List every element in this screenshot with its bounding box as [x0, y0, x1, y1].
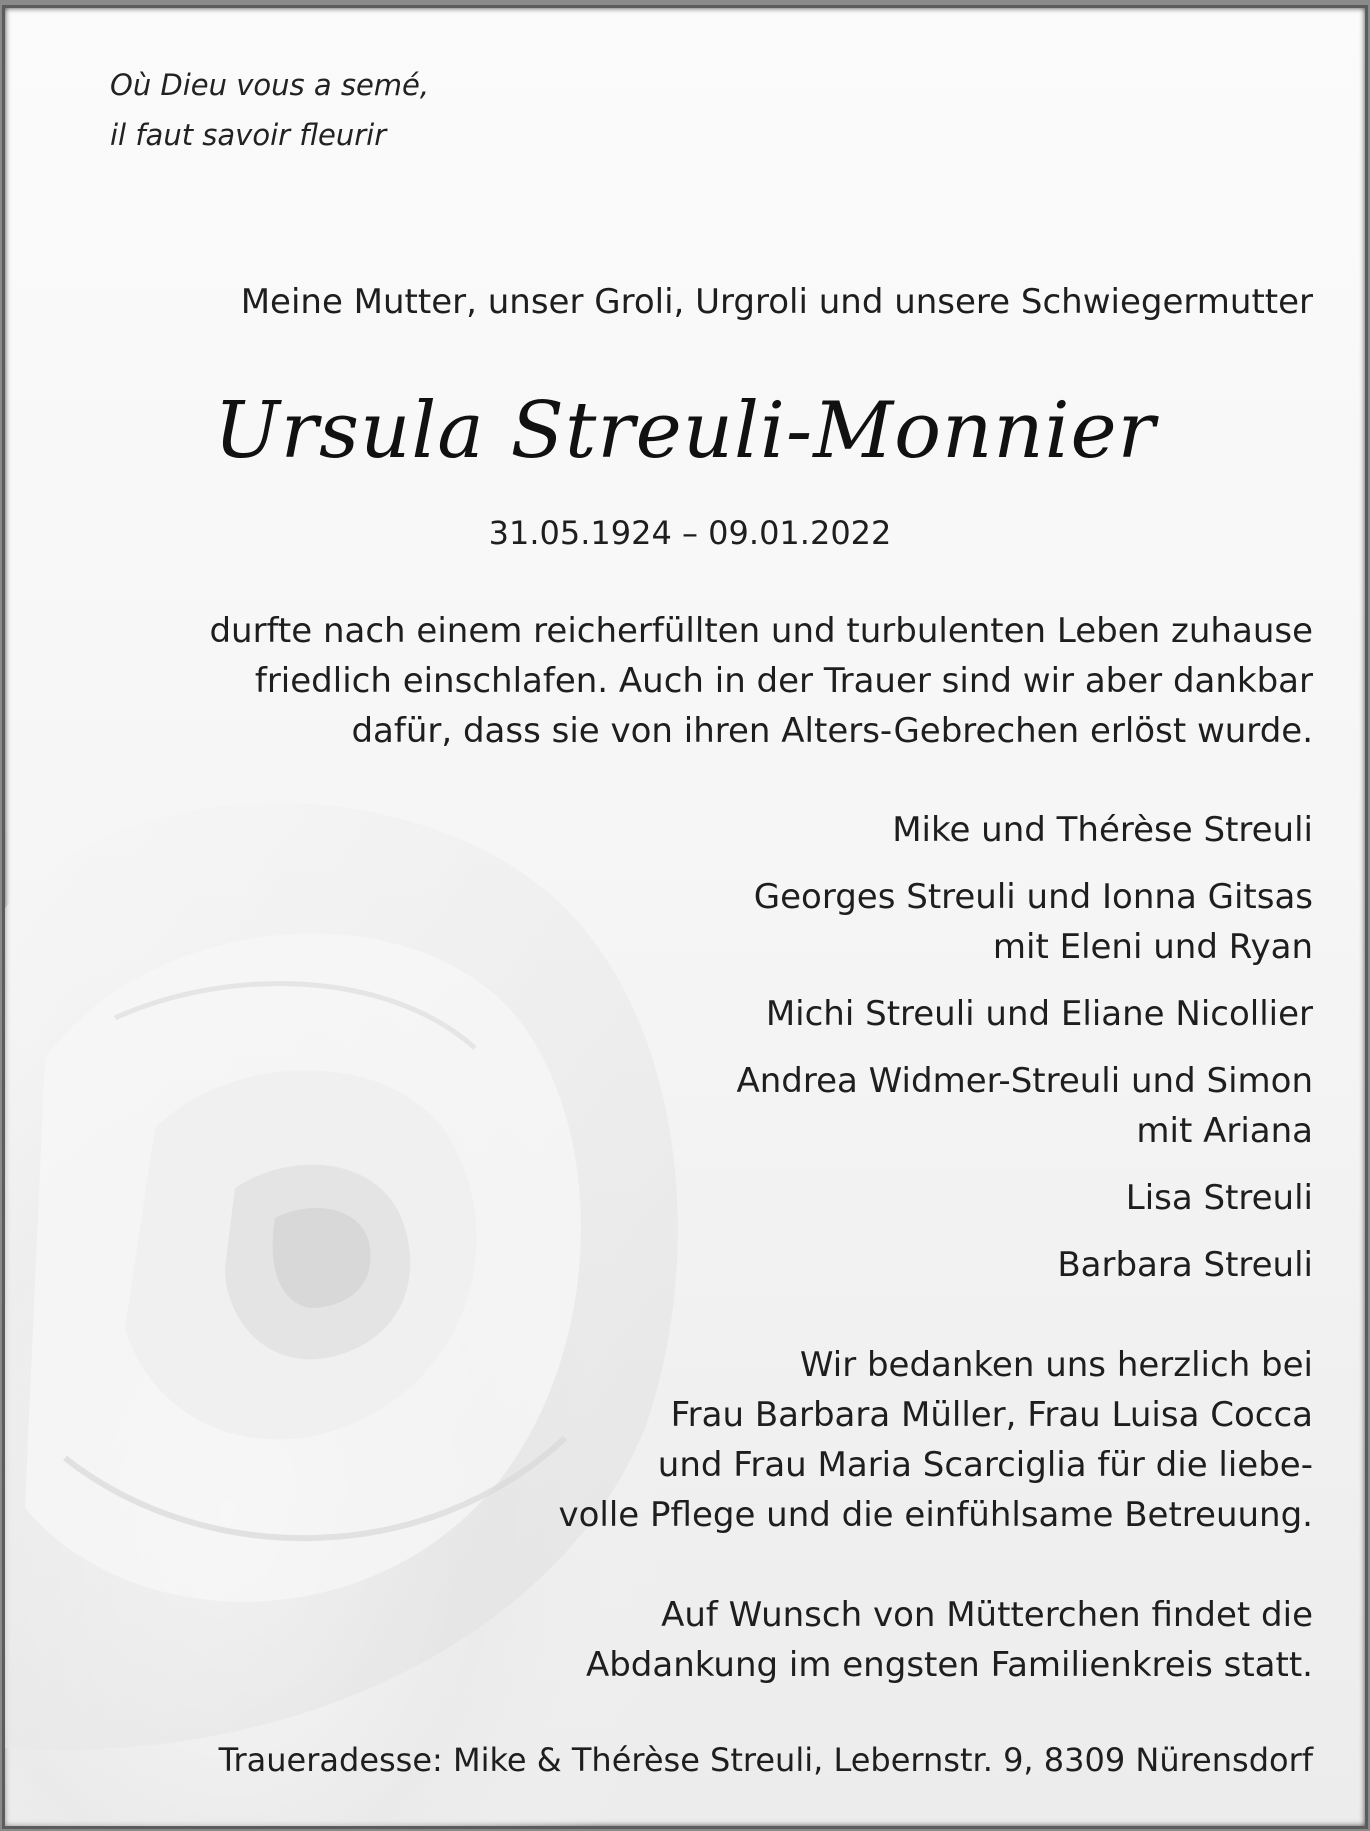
announcement-line: dafür, dass sie von ihren Alters-Gebrechen erlöst wurde.: [351, 711, 1313, 751]
mourner-line: mit Ariana: [1136, 1111, 1313, 1151]
mourner-line: Lisa Streuli: [1125, 1178, 1313, 1218]
mourner-entry: [413, 1240, 1313, 1290]
obituary-card: [5, 8, 1365, 1826]
ceremony-line: Abdankung im engsten Familienkreis statt.: [585, 1645, 1313, 1685]
motto-line: Où Dieu vous a semé,: [110, 68, 430, 102]
intro-text: Meine Mutter, unser Groli, Urgroli und unsere Schwiegermutter: [240, 282, 1313, 322]
mourner-entry: [413, 989, 1313, 1039]
mourner-line: Barbara Streuli: [1057, 1245, 1313, 1285]
mourner-entry: [413, 872, 1313, 972]
ceremony-notice: [313, 1590, 1313, 1690]
mourner-entry: [413, 1056, 1313, 1156]
thanks-text: [313, 1340, 1313, 1540]
announcement-line: durfte nach einem reicherfüllten und turbulenten Leben zuhause: [209, 611, 1313, 651]
mourner-line: Andrea Widmer-Streuli und Simon: [736, 1061, 1313, 1101]
life-dates: 31.05.1924 – 09.01.2022: [488, 514, 892, 552]
mourner-line: Michi Streuli und Eliane Nicollier: [765, 994, 1313, 1034]
ceremony-line: Auf Wunsch von Mütterchen findet die: [661, 1595, 1313, 1635]
thanks-line: Wir bedanken uns herzlich bei: [799, 1345, 1313, 1385]
thanks-line: volle Pflege und die einfühlsame Betreuung.: [558, 1495, 1313, 1535]
mourner-entry: [413, 805, 1313, 855]
thanks-line: Frau Barbara Müller, Frau Luisa Cocca: [670, 1395, 1313, 1435]
motto-quote: [110, 60, 429, 160]
mourner-entry: [413, 1173, 1313, 1223]
mourning-address: Traueradesse: Mike & Thérèse Streuli, Lebernstr. 9, 8309 Nürensdorf: [218, 1741, 1313, 1779]
announcement-line: friedlich einschlafen. Auch in der Trauer sind wir aber dankbar: [254, 661, 1313, 701]
mourner-line: Georges Streuli und Ionna Gitsas: [753, 877, 1313, 917]
announcement-text: [113, 606, 1313, 756]
mourner-line: mit Eleni und Ryan: [992, 927, 1313, 967]
motto-line: il faut savoir fleurir: [110, 118, 387, 152]
deceased-name: Ursula Streuli-Monnier: [214, 386, 1156, 476]
mourners-list: [413, 805, 1313, 1307]
thanks-line: und Frau Maria Scarciglia für die liebe-: [657, 1445, 1313, 1485]
mourner-line: Mike und Thérèse Streuli: [892, 810, 1313, 850]
